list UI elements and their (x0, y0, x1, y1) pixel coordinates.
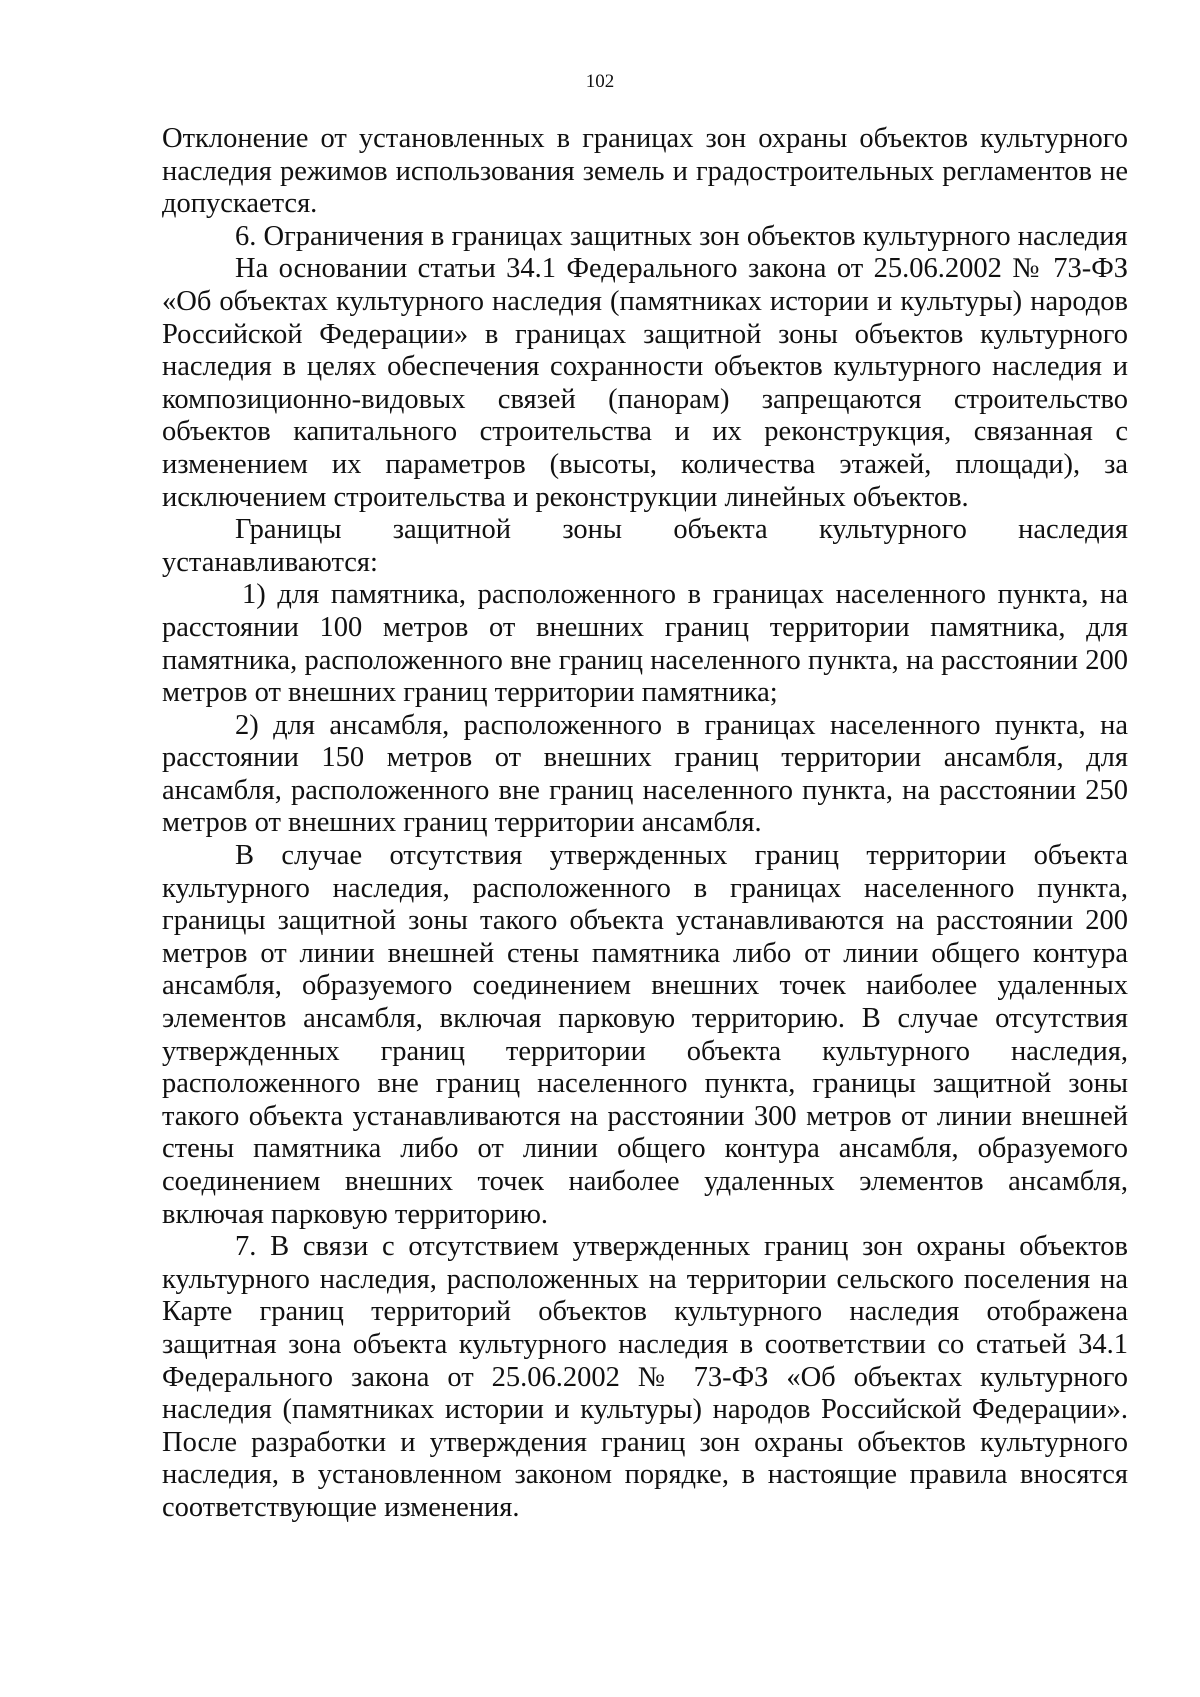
document-body (162, 123, 1128, 1525)
paragraph-absence-of-boundaries: В случае отсутствия утвержденных границ территории объекта культурного наследия, расположенного в границах населенного пункта, границы защитной зоны такого объекта устанавливаются на расстоянии 200 метров от линии внешней стены памятника либо от линии общего контура ансамбля, образуемого соединением внешних точек наиболее удаленных элементов ансамбля, включая парковую территорию. В случае отсутствия утвержденных границ территории объекта культурного наследия, расположенного вне границ населенного пункта, границы защитной зоны такого объекта устанавливаются на расстоянии 300 метров от линии внешней стены памятника либо от линии общего контура ансамбля, образуемого соединением внешних точек наиболее удаленных элементов ансамбля, включая парковую территорию. (162, 840, 1128, 1230)
list-item-monument: 1) для памятника, расположенного в границах населенного пункта, на расстоянии 100 метров от внешних границ территории памятника, для памятника, расположенного вне границ населенного пункта, на расстоянии 200 метров от внешних границ территории памятника; (162, 579, 1128, 709)
section-heading-6: 6. Ограничения в границах защитных зон объектов культурного наследия (235, 220, 1128, 252)
paragraph-deviation-clause: Отклонение от установленных в границах зон охраны объектов культурного наследия режимов использования земель и градостроительных регламентов не допускается. (162, 123, 1128, 220)
page-number: 102 (585, 71, 615, 92)
list-item-ensemble: 2) для ансамбля, расположенного в границах населенного пункта, на расстоянии 150 метров от внешних границ территории ансамбля, для ансамбля, расположенного вне границ населенного пункта, на расстоянии 250 метров от внешних границ территории ансамбля. (162, 709, 1128, 839)
section-paragraph-7: 7. В связи с отсутствием утвержденных границ зон охраны объектов культурного наследия, расположенных на территории сельского поселения на Карте границ территорий объектов культурного наследия отображена защитная зона объекта культурного наследия в соответствии со статьей 34.1 Федерального закона от 25.06.2002 № 73-ФЗ «Об объектах культурного наследия (памятниках истории и культуры) народов Российской Федерации». После разработки и утверждения границ зон охраны объектов культурного наследия, в установленном законом порядке, в настоящие правила вносятся соответствующие изменения. (162, 1231, 1128, 1523)
paragraph-boundaries-intro: Границы защитной зоны объекта культурного наследия устанавливаются: (162, 514, 1128, 578)
paragraph-legal-basis: На основании статьи 34.1 Федерального закона от 25.06.2002 № 73-ФЗ «Об объектах культурного наследия (памятниках истории и культуры) народов Российской Федерации» в границах защитной зоны объектов культурного наследия в целях обеспечения сохранности объектов культурного наследия и композиционно-видовых связей (панорам) запрещаются строительство объектов капитального строительства и их реконструкция, связанная с изменением их параметров (высоты, количества этажей, площади), за исключением строительства и реконструкции линейных объектов. (162, 253, 1128, 513)
